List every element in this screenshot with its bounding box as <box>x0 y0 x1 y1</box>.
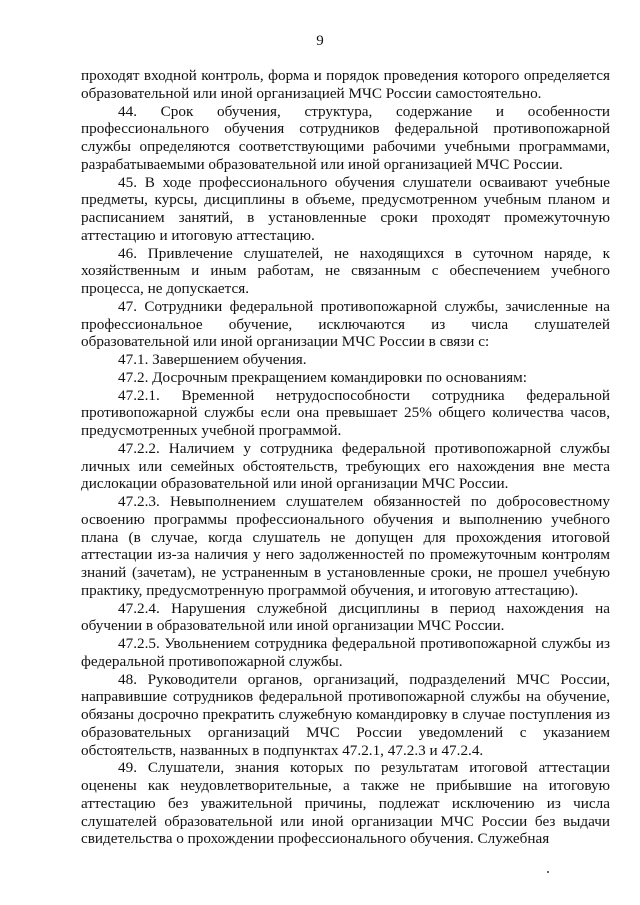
paragraph-47-1: 47.1. Завершением обучения. <box>118 351 307 368</box>
paragraph-47-2-2: 47.2.2. Наличием у сотрудника федеральной противопожарной службы личных или семейных обстоятельств, требующих его нахождения вне места дислокации образовательной или иной организации МЧС России. <box>81 439 610 493</box>
scan-artifact-dot <box>547 871 549 873</box>
paragraph-49: 49. Слушатели, знания которых по результатам итоговой аттестации оценены как неудовлетворительные, а также не прибывшие на итоговую аттестацию без уважительной причины, подлежат исключению из числа слушателей образовательной или иной организации МЧС России без выдачи свидетельства о прохождении профессионального обучения. Служебная <box>81 759 610 848</box>
paragraph-46: 46. Привлечение слушателей, не находящихся в суточном наряде, к хозяйственным и иным работам, не связанным с обеспечением учебного процесса, не допускается. <box>81 244 610 297</box>
paragraph-47-2-3: 47.2.3. Невыполнением слушателем обязанностей по добросовестному освоению программы профессионального обучения и выполнению учебного плана (в случае, когда слушатель не допущен для прохождения итоговой аттестации из-за наличия у него задолженностей по промежуточным контролям знаний (зачетам), не устраненным в установленные сроки, не прошел учебную практику, предусмотренную программой обучения, и итоговую аттестацию). <box>81 493 610 599</box>
paragraph-47: 47. Сотрудники федеральной противопожарной службы, зачисленные на профессиональное обучение, исключаются из числа слушателей образовательной или иной организации МЧС России в связи с: <box>81 297 610 351</box>
paragraph-44: 44. Срок обучения, структура, содержание и особенности профессионального обучения сотрудников федеральной противопожарной службы определяются соответствующими рабочими учебными программами, разрабатываемыми образовательной или иной организацией МЧС России. <box>81 102 610 173</box>
paragraph-47-2-1: 47.2.1. Временной нетрудоспособности сотрудника федеральной противопожарной службы если она превышает 25% общего количества часов, предусмотренных учебной программой. <box>81 386 610 439</box>
paragraph-47-2-5: 47.2.5. Увольнением сотрудника федеральной противопожарной службы из федеральной противопожарной службы. <box>81 635 610 670</box>
paragraph-continuation: проходят входной контроль, форма и порядок проведения которого определяется образовательной или иной организацией МЧС России самостоятельно. <box>81 67 610 102</box>
paragraph-45: 45. В ходе профессионального обучения слушатели осваивают учебные предметы, курсы, дисциплины в объеме, предусмотренном учебным планом и расписанием занятий, в установленные сроки проходят промежуточную аттестацию и итоговую аттестацию. <box>81 173 610 244</box>
paragraph-47-2-4: 47.2.4. Нарушения служебной дисциплины в период нахождения на обучении в образовательной или иной организации МЧС России. <box>81 599 610 635</box>
paragraph-48: 48. Руководители органов, организаций, подразделений МЧС России, направившие сотрудников федеральной противопожарной службы на обучение, обязаны досрочно прекратить служебную командировку в случае поступления из образовательных организаций МЧС России уведомлений с указанием обстоятельств, названных в подпунктах 47.2.1, 47.2.3 и 47.2.4. <box>81 670 610 759</box>
page-number: 9 <box>316 33 324 49</box>
paragraph-47-2: 47.2. Досрочным прекращением командировки по основаниям: <box>118 368 527 386</box>
document-body <box>81 67 610 848</box>
